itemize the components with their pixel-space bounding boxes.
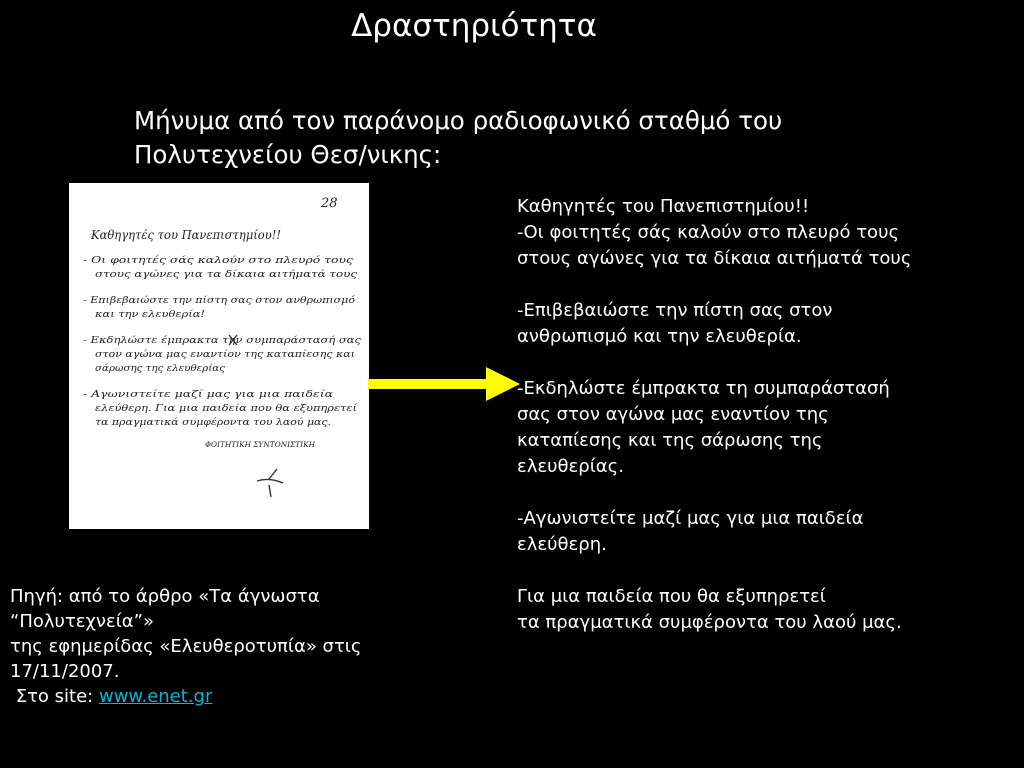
source-line: Πηγή: από το άρθρο «Τα άγνωστα [10, 586, 320, 607]
translation-line: ελεύθερη. [517, 534, 607, 555]
subtitle-line: Πολυτεχνείου Θεσ/νικης: [134, 140, 442, 169]
right-arrow-icon [368, 355, 520, 415]
handwritten-note-svg [69, 183, 369, 529]
translation-line: σας στον αγώνα μας εναντίον της [517, 404, 829, 425]
site-label: Στο site: [10, 686, 99, 707]
note-line: και την ελευθερία! [95, 310, 182, 320]
note-line: - Οι φοιτητές σάς καλούν στο πλευρό τους [83, 256, 279, 266]
source-site-line [10, 684, 470, 709]
site-link[interactable]: www.enet.gr [98, 686, 213, 707]
note-line: στους αγώνες για τα δίκαια αιτήματά τους [95, 270, 294, 280]
translation-line: Καθηγητές του Πανεπιστημίου!! [517, 196, 810, 217]
note-line: στον αγώνα μας εναντίον της καταπίεσης και [95, 350, 308, 360]
note-line: ΦΟΙΤΗΤΙΚΗ ΣΥΝΤΟΝΙΣΤΙΚΗ [205, 441, 316, 449]
source-line: “Πολυτεχνεία”» [10, 611, 154, 632]
translated-message [517, 194, 1017, 636]
translation-line: -Οι φοιτητές σάς καλούν στο πλευρό τους [517, 222, 900, 243]
arrow-shaft [368, 379, 486, 389]
handwritten-note-image [69, 183, 369, 529]
note-line: Καθηγητές του Πανεπιστημίου!! [90, 228, 282, 242]
translation-line: ελευθερίας. [517, 456, 624, 477]
translation-line: καταπίεσης και της σάρωσης της [517, 430, 823, 451]
translation-line: -Αγωνιστείτε μαζί μας για μια παιδεία [517, 508, 864, 529]
translation-line: -Εκδηλώστε έμπρακτα τη συμπαράστασή [517, 378, 890, 399]
translation-line: ανθρωπισμό και την ελευθερία. [517, 326, 802, 347]
note-line: - Εκδηλώστε έμπρακτα την συμπαράστασή σας [83, 336, 301, 346]
note-line: - Επιβεβαιώστε την πίστη σας στον ανθρωπισμό [83, 296, 305, 306]
source-line: 17/11/2007. [10, 661, 120, 682]
source-citation [10, 584, 470, 709]
note-line: - Αγωνιστείτε μαζί μας για μια παιδεία [83, 390, 264, 400]
translation-line: στους αγώνες για τα δίκαια αιτήματά τους [517, 248, 912, 269]
subtitle-line: Μήνυμα από τον παράνομο ραδιοφωνικό σταθμό του [134, 106, 783, 135]
slide-title: Δραστηριότητα [351, 8, 597, 44]
translation-line: τα πραγματικά συμφέροντα του λαού μας. [517, 612, 902, 633]
note-line: τα πραγματικά συμφέροντα του λαού μας. [95, 418, 290, 428]
translation-line: -Επιβεβαιώστε την πίστη σας στον [517, 300, 833, 321]
arrow-head [486, 367, 520, 401]
source-line: της εφημερίδας «Ελευθεροτυπία» στις [10, 636, 362, 657]
note-line: σάρωσης της ελευθερίας [95, 364, 209, 374]
note-line: ελεύθερη. Για μια παιδεία που θα εξυπηρετεί [95, 404, 302, 414]
translation-line: Για μια παιδεία που θα εξυπηρετεί [517, 586, 826, 607]
note-page-number: 28 [321, 196, 338, 211]
slide-subtitle [134, 104, 954, 172]
